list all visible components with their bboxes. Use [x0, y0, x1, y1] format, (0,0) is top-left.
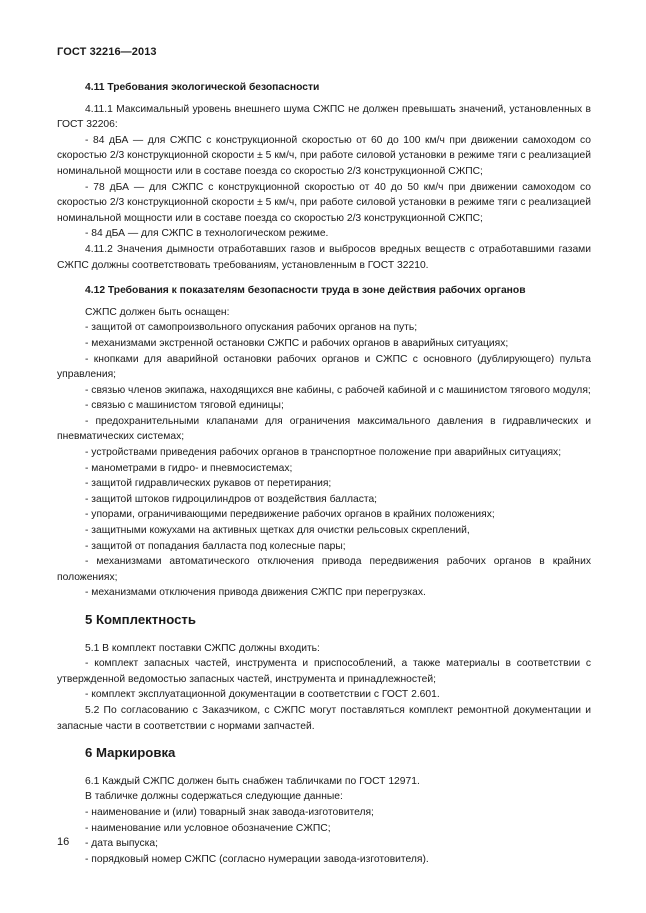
paragraph: 6.1 Каждый СЖПС должен быть снабжен табличками по ГОСТ 12971. — [85, 775, 420, 787]
section-6-heading: 6 Маркировка — [85, 745, 176, 761]
list-item: - механизмами отключения привода движения СЖПС при перегрузках. — [85, 587, 426, 599]
list-item: - защитными кожухами на активных щетках для очистки рельсовых скреплений, — [85, 525, 470, 537]
list-item: - 84 дБА — для СЖПС с конструкционной скоростью от 60 до 100 км/ч при движении самоходом со скоростью 2/3 конструкционной скорости ± 5 км/ч, при работе силовой установки в режиме тяги с реализацией номинальной мощности или в составе поезда со скоростью 2/3 конструкционной СЖПС; — [57, 134, 591, 177]
section-5-heading: 5 Комплектность — [85, 612, 196, 627]
document-body — [57, 80, 591, 867]
list-item: - дата выпуска; — [85, 838, 158, 850]
paragraph: 4.11.2 Значения дымности отработавших газов и выбросов вредных веществ с отработавшими газами СЖПС должны соответствовать требованиям, установленным в ГОСТ 32210. — [57, 243, 591, 271]
list-item: - наименование и (или) товарный знак завода-изготовителя; — [85, 806, 374, 818]
list-item: - предохранительными клапанами для ограничения максимального давления в гидравлических и пневматических системах; — [57, 415, 591, 443]
list-item: - наименование или условное обозначение СЖПС; — [85, 822, 331, 834]
list-item: - связью членов экипажа, находящихся вне кабины, с рабочей кабиной и с машинистом тягового модуля; — [85, 384, 591, 396]
list-item: - защитой гидравлических рукавов от перетирания; — [85, 478, 332, 490]
section-4-11-heading: 4.11 Требования экологической безопасности — [85, 82, 320, 93]
list-item: - механизмами автоматического отключения привода передвижения рабочих органов в крайних положениях; — [57, 556, 591, 583]
list-item: - упорами, ограничивающими передвижение рабочих органов в крайних положениях; — [85, 509, 495, 521]
list-item: - комплект запасных частей, инструмента и приспособлений, а также материалы в соответствии с утвержденной ведомостью запасных частей, инструмента и принадлежностей; — [57, 658, 591, 685]
list-item: - кнопками для аварийной остановки рабочих органов и СЖПС с основного (дублирующего) пульта управления; — [57, 353, 591, 381]
paragraph: 5.2 По согласованию с Заказчиком, с СЖПС могут поставляться комплект ремонтной документации и запасные части в соответствии с нормами запчастей. — [57, 704, 591, 732]
list-item: - комплект эксплуатационной документации в соответствии с ГОСТ 2.601. — [85, 689, 440, 701]
page-number: 16 — [57, 836, 70, 848]
paragraph: В табличке должны содержаться следующие данные: — [85, 791, 343, 803]
list-item: - порядковый номер СЖПС (согласно нумерации завода-изготовителя). — [85, 853, 429, 865]
list-item: - механизмами экстренной остановки СЖПС и рабочих органов в аварийных ситуациях; — [85, 337, 509, 349]
list-item: - манометрами в гидро- и пневмосистемах; — [85, 462, 293, 474]
list-item: - связью с машинистом тяговой единицы; — [85, 400, 284, 412]
list-item: - защитой штоков гидроцилиндров от воздействия балласта; — [85, 493, 378, 505]
paragraph: 4.11.1 Максимальный уровень внешнего шума СЖПС не должен превышать значений, установленных в ГОСТ 32206: — [57, 103, 591, 131]
list-item: - 78 дБА — для СЖПС с конструкционной скоростью от 40 до 50 км/ч при движении самоходом со скоростью 2/3 конструкционной скорости ± 5 км/ч, при работе силовой установки в режиме тяги с реализацией номинальной мощности или в составе поезда со скоростью 2/3 конструкционной СЖПС; — [57, 181, 591, 224]
paragraph: 5.1 В комплект поставки СЖПС должны входить: — [85, 642, 320, 654]
list-item: - устройствами приведения рабочих органов в транспортное положение при аварийных ситуациях; — [85, 447, 562, 459]
page-header: ГОСТ 32216—2013 — [57, 46, 157, 58]
list-item: - 84 дБА — для СЖПС в технологическом режиме. — [85, 228, 329, 240]
list-item: - защитой от самопроизвольного опускания рабочих органов на путь; — [85, 322, 418, 334]
paragraph: СЖПС должен быть оснащен: — [85, 306, 230, 318]
section-4-12-heading: 4.12 Требования к показателям безопасности труда в зоне действия рабочих органов — [85, 285, 526, 297]
list-item: - защитой от попадания балласта под колесные пары; — [85, 540, 346, 552]
